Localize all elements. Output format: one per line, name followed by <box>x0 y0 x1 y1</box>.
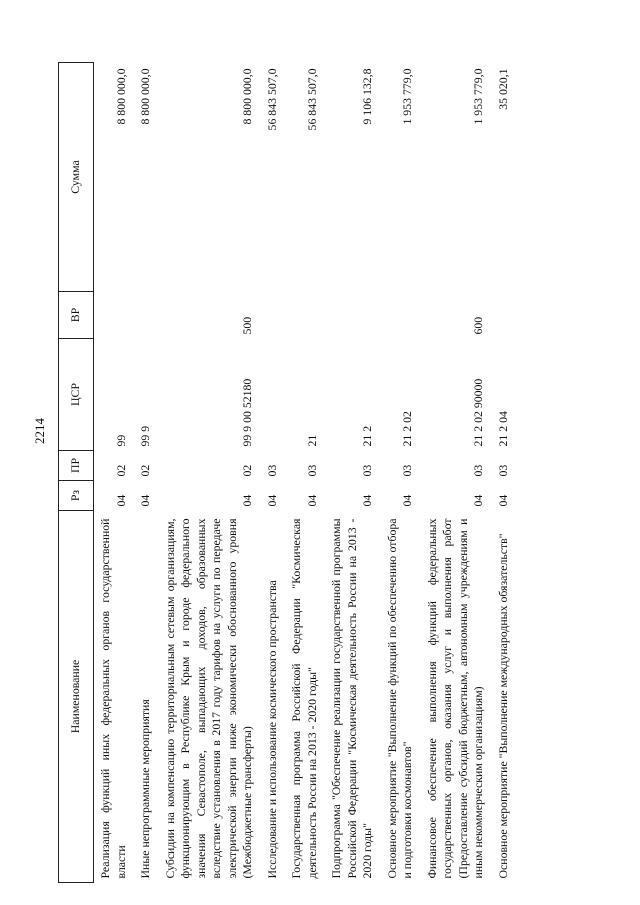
row-vr <box>94 292 136 339</box>
row-vr <box>135 292 160 339</box>
row-csr: 21 2 02 90000 <box>471 378 485 447</box>
row-sum: 56 843 507,0 <box>264 68 279 131</box>
row-name: Субсидии на компенсацию территориальным сетевым организациям, функционирующим в Республике Крым и городе федерального значения Севастополе, выпадающих доходов, образованных вследствие установления в 2017 году тарифов на услуги по передаче электрической энергии ниже экономически обоснованного уровня (Межбюджетные трансферты) <box>162 518 254 879</box>
table-row <box>326 63 382 883</box>
table-row <box>135 63 160 883</box>
row-vr: 500 <box>240 316 254 335</box>
table-row <box>382 63 422 883</box>
row-csr: 21 <box>304 434 319 447</box>
row-sum: 8 800 000,0 <box>138 68 152 125</box>
row-name: Исследование и использование космического пространства <box>264 580 279 879</box>
row-name: Финансовое обеспечение выполнения функций федеральных государственных органов, оказания услуг и выполнения работ (Предоставление субсидий бюджетным, автономным учреждениям и иным некоммерческим организациям) <box>424 518 485 879</box>
table-header-row <box>59 63 94 883</box>
page-number: 2214 <box>32 418 47 444</box>
row-rz: 04 <box>240 494 254 507</box>
table-row <box>262 63 287 883</box>
header-vr: ВР <box>59 292 94 339</box>
row-vr <box>286 292 326 339</box>
row-name: Иные непрограммные мероприятия <box>138 699 152 879</box>
row-name: Реализация функций иных федеральных органов государственной власти <box>98 518 128 879</box>
row-rz: 04 <box>495 494 510 507</box>
table-row <box>493 63 518 883</box>
header-sum: Сумма <box>59 63 94 292</box>
row-sum: 9 106 132,8 <box>360 68 374 125</box>
row-csr: 21 2 <box>360 425 374 447</box>
row-pr: 03 <box>264 464 279 477</box>
row-vr <box>493 292 518 339</box>
row-sum: 56 843 507,0 <box>304 68 319 131</box>
row-sum: 1 953 779,0 <box>471 68 485 125</box>
row-name: Основное мероприятие "Выполнение функций по обеспечению отбора и подготовки космонавтов" <box>384 518 414 879</box>
row-csr: 99 9 <box>138 425 152 447</box>
table-row <box>286 63 326 883</box>
row-rz: 04 <box>113 494 128 507</box>
row-pr: 03 <box>360 464 374 477</box>
row-pr: 02 <box>138 464 152 477</box>
header-pr: ПР <box>59 451 94 481</box>
row-name: Основное мероприятие "Выполнение международных обязательств" <box>495 533 510 879</box>
row-sum: 35 020,1 <box>495 68 510 110</box>
rotated-page-content <box>58 63 620 883</box>
row-vr <box>326 292 382 339</box>
row-rz: 04 <box>400 494 414 507</box>
table-row <box>94 63 136 883</box>
row-sum: 8 800 000,0 <box>113 68 128 125</box>
row-sum: 1 953 779,0 <box>400 68 414 125</box>
row-vr: 600 <box>471 316 485 335</box>
row-rz: 04 <box>138 494 152 507</box>
row-rz: 04 <box>264 494 279 507</box>
row-pr: 02 <box>240 464 254 477</box>
budget-table <box>58 62 517 883</box>
row-rz: 04 <box>360 494 374 507</box>
row-rz: 04 <box>304 494 319 507</box>
row-pr: 03 <box>304 464 319 477</box>
row-csr: 21 2 04 <box>495 411 510 447</box>
table-row <box>422 63 493 883</box>
row-csr: 99 <box>113 434 128 447</box>
row-pr: 03 <box>400 464 414 477</box>
table-row <box>160 63 262 883</box>
row-pr: 03 <box>495 464 510 477</box>
row-sum: 8 800 000,0 <box>240 68 254 125</box>
row-vr <box>382 292 422 339</box>
row-csr <box>262 339 287 451</box>
row-csr: 99 9 00 52180 <box>240 378 254 447</box>
row-vr <box>262 292 287 339</box>
row-pr: 02 <box>113 464 128 477</box>
header-rz: Рз <box>59 481 94 511</box>
header-csr: ЦСР <box>59 339 94 451</box>
row-name: Государственная программа Российской Федерации "Космическая деятельность России на 2013 - 2020 годы" <box>289 518 319 879</box>
row-name: Подпрограмма "Обеспечение реализации государственной программы Российской Федерации "Космическая деятельность России на 2013 - 2020 годы" <box>329 518 374 879</box>
row-rz: 04 <box>471 494 485 507</box>
row-csr: 21 2 02 <box>400 411 414 447</box>
header-name: Наименование <box>59 511 94 883</box>
row-pr: 03 <box>471 464 485 477</box>
